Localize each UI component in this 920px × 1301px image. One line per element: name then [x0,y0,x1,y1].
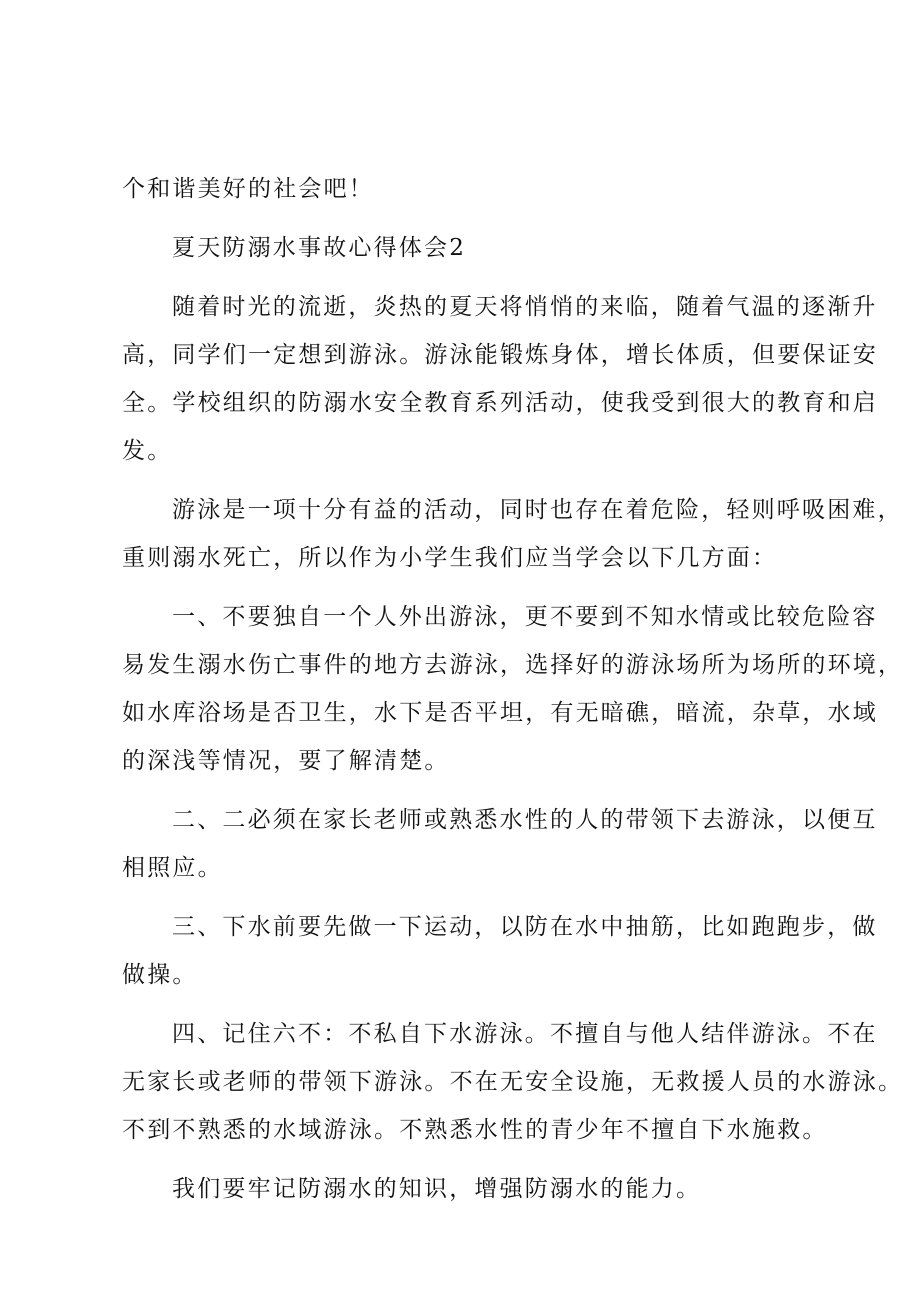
paragraph-intro [122,283,878,475]
text-line: 相照应。 [122,855,223,881]
paragraph-danger [122,486,903,582]
section-heading [122,224,838,272]
text-line: 个和谐美好的社会吧！ [122,176,374,202]
continuation-text [122,165,838,213]
paragraph-rule-four [122,1010,904,1154]
text-line: 四、记住六不：不私自下水游泳。不擅自与他人结伴游泳。不在 [172,1021,878,1047]
text-line: 一、不要独自一个人外出游泳，更不要到不知水情或比较危险容 [172,604,878,630]
paragraph-rule-two [122,796,878,892]
text-line: 如水库浴场是否卫生，水下是否平坦，有无暗礁，暗流，杂草，水域 [122,700,878,726]
text-line: 易发生溺水伤亡事件的地方去游泳，选择好的游泳场所为场所的环境， [122,652,904,678]
text-line: 做操。 [122,962,198,988]
paragraph-rule-three [122,903,878,999]
text-line: 二、二必须在家长老师或熟悉水性的人的带领下去游泳，以便互 [172,807,878,833]
text-line: 高，同学们一定想到游泳。游泳能锻炼身体，增长体质，但要保证安 [122,342,878,368]
text-line: 随着时光的流逝，炎热的夏天将悄悄的来临，随着气温的逐渐升 [172,294,878,320]
paragraph-conclusion [122,1165,838,1213]
text-line: 三、下水前要先做一下运动，以防在水中抽筋，比如跑跑步，做 [172,914,878,940]
paragraph-rule-one [122,593,904,785]
text-line: 发。 [122,438,173,464]
text-line: 全。学校组织的防溺水安全教育系列活动，使我受到很大的教育和启 [122,390,878,416]
text-line: 不到不熟悉的水域游泳。不熟悉水性的青少年不擅自下水施救。 [122,1117,828,1143]
heading-text: 夏天防溺水事故心得体会2 [172,235,467,261]
text-line: 游泳是一项十分有益的活动，同时也存在着危险，轻则呼吸困难， [172,497,903,523]
text-line: 重则溺水死亡，所以作为小学生我们应当学会以下几方面： [122,545,778,571]
text-line: 无家长或老师的带领下游泳。不在无安全设施，无救援人员的水游泳。 [122,1069,904,1095]
text-line: 的深浅等情况，要了解清楚。 [122,748,450,774]
text-line: 我们要牢记防溺水的知识，增强防溺水的能力。 [172,1176,702,1202]
document-body [122,165,904,1224]
